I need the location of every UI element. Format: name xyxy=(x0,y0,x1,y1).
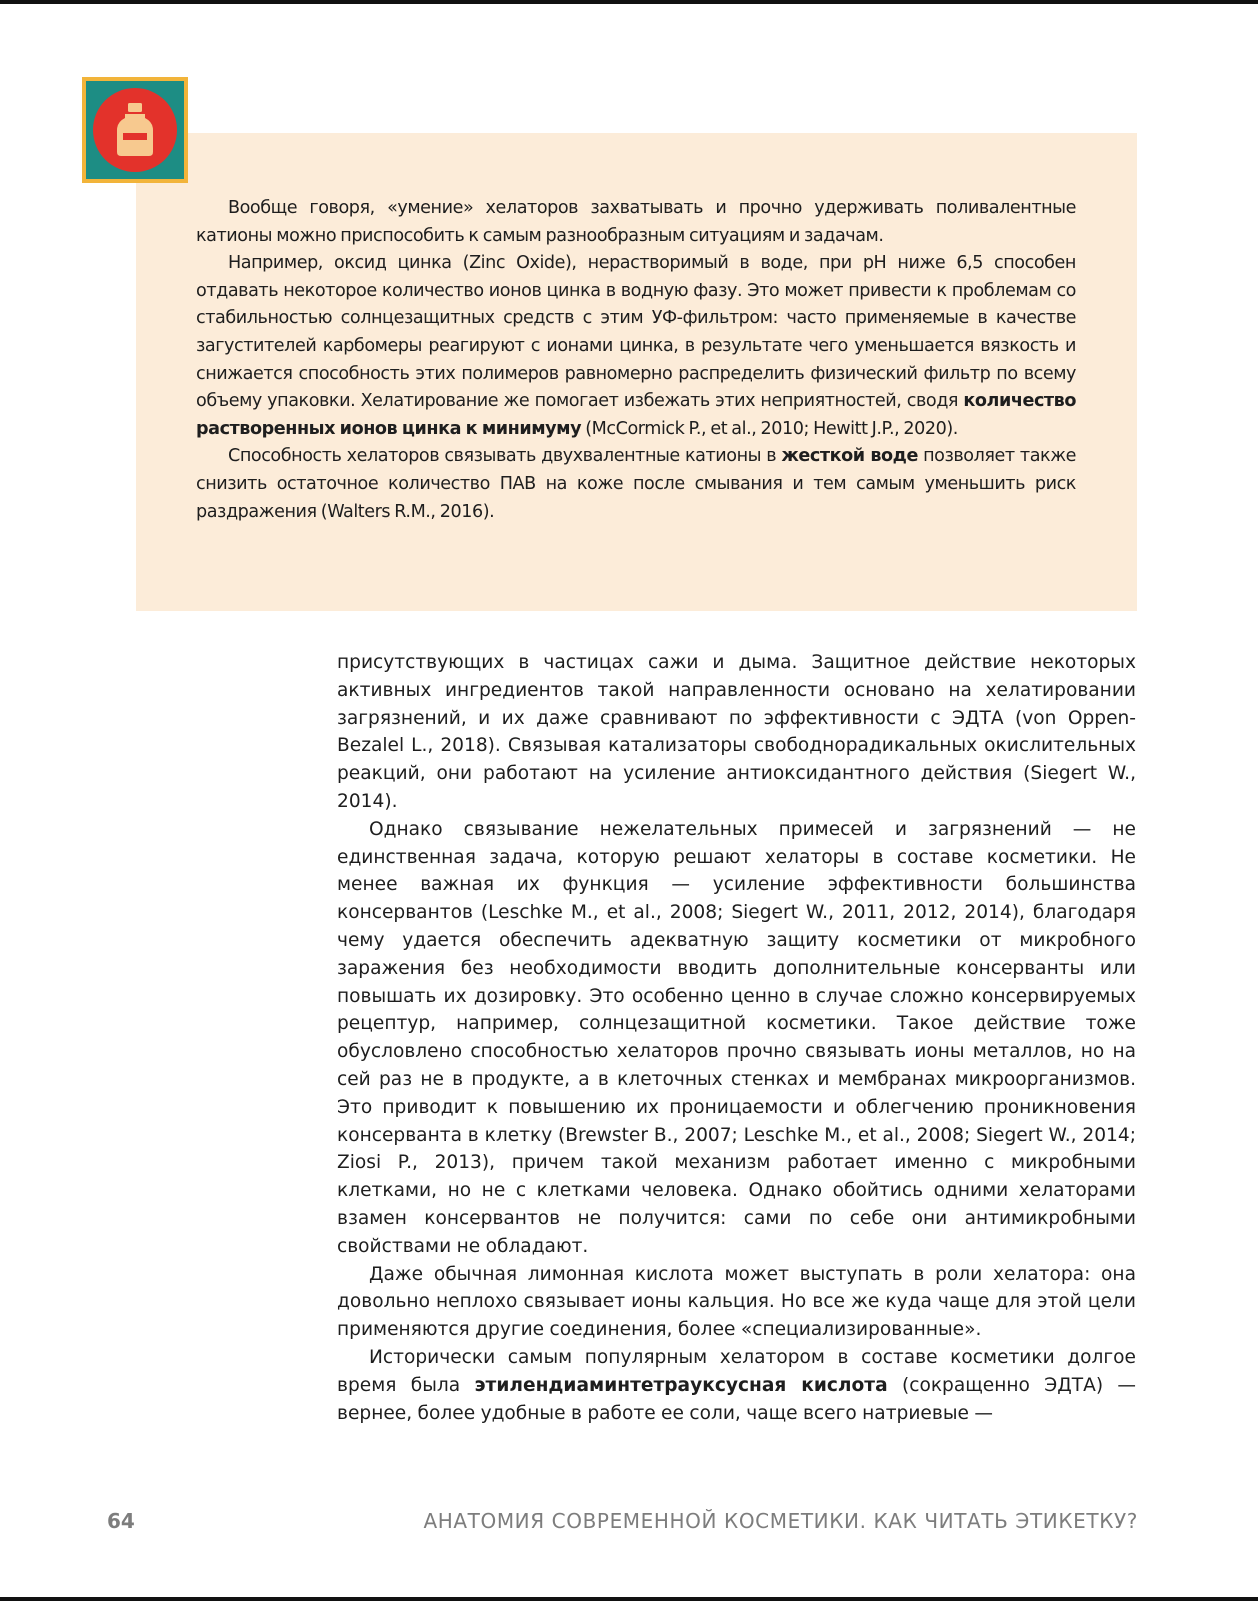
sidebar-p2-text: Например, оксид цинка (Zinc Oxide), нерастворимый в воде, при pH ниже 6,5 способен отдавать некоторое количество ионов цинка в водную фазу. Это может привести к проблемам со стабильностью солнцезащитных средств с этим УФ-фильтром: часто применяемые в качестве загустителей карбомеры реагируют с ионами цинка, в результате чего уменьшается вязкость и снижается способность этих полимеров равномерно распределить физический фильтр по всему объему упаковки. Хелатирование же помогает избежать этих неприятностей, сводя xyxy=(196,253,1076,412)
sidebar-text xyxy=(196,195,1076,526)
main-p4-emphasis: этилендиаминтетрауксусная кислота xyxy=(474,1374,888,1396)
main-paragraph-3 xyxy=(337,1261,1136,1344)
main-p1-text: присутствующих в частицах сажи и дыма. Защитное действие некоторых активных ингредиентов такой направленности основано на хелатировании загрязнений, и их даже сравнивают по эффективности с ЭДТА (von Oppen-Bezalel L., 2018). Связывая катализаторы свободнорадикальных окислительных реакций, они работают на усиление антиоксидантного действия (Siegert W., 2014). xyxy=(337,652,1136,812)
main-paragraph-4 xyxy=(337,1344,1136,1427)
sidebar-p3-tail: позволяет также снизить остаточное количество ПАВ на коже после смывания и тем самым уменьшить риск раздражения (Walters R.M., 2016). xyxy=(196,446,1076,522)
sidebar-p1-text: Вообще говоря, «умение» хелаторов захватывать и прочно удерживать поливалентные катионы можно приспособить к самым разнообразным ситуациям и задачам. xyxy=(196,198,1076,246)
main-p4-text: Исторически самым популярным хелатором в составе косметики долгое время была xyxy=(337,1346,1136,1396)
page-number: 64 xyxy=(107,1509,135,1533)
sidebar-p3-emphasis: жесткой воде xyxy=(781,446,918,467)
sidebar-paragraph-3 xyxy=(196,443,1076,526)
main-p4-tail: (сокращенно ЭДТА) — вернее, более удобные в работе ее соли, чаще всего натриевые — xyxy=(337,1374,1137,1424)
bottle-icon xyxy=(82,77,188,183)
sidebar-paragraph-1 xyxy=(196,195,1076,250)
main-paragraph-1 xyxy=(337,649,1136,816)
bottom-border xyxy=(0,1597,1258,1601)
main-p3-text: Даже обычная лимонная кислота может выступать в роли хелатора: она довольно неплохо связывает ионы кальция. Но все же куда чаще для этой цели применяются другие соединения, более «специализированные». xyxy=(337,1263,1136,1341)
sidebar-p3-text: Способность хелаторов связывать двухвалентные катионы в xyxy=(228,446,782,467)
sidebar-p2-emphasis: количество растворенных ионов цинка к минимуму xyxy=(196,391,1076,439)
top-border xyxy=(0,0,1258,4)
sidebar-paragraph-2 xyxy=(196,250,1076,443)
running-title: АНАТОМИЯ СОВРЕМЕННОЙ КОСМЕТИКИ. КАК ЧИТАТЬ ЭТИКЕТКУ? xyxy=(423,1509,1138,1533)
main-p2-text: Однако связывание нежелательных примесей и загрязнений — не единственная задача, которую решают хелаторы в составе косметики. Не менее важная их функция — усиление эффективности большинства консервантов (Leschke M., et al., 2008; Siegert W., 2011, 2012, 2014), благодаря чему удается обеспечить адекватную защиту косметики от микробного заражения без необходимости вводить дополнительные консерванты или повышать их дозировку. Это особенно ценно в случае сложно консервируемых рецептур, например, солнцезащитной косметики. Такое действие тоже обусловлено способностью хелаторов прочно связывать ионы металлов, но на сей раз не в продукте, а в клеточных стенках и мембранах микроорганизмов. Это приводит к повышению их проницаемости и облегчению проникновения консерванта в клетку (Brewster B., 2007; Leschke M., et al., 2008; Siegert W., 2014; Ziosi P., 2013), причем такой механизм работает именно с микробными клетками, но не с клетками человека. Однако обойтись одними хелаторами взамен консервантов не получится: сами по себе они антимикробными свойствами не обладают. xyxy=(337,818,1136,1257)
sidebar-box xyxy=(136,133,1137,611)
main-paragraph-2 xyxy=(337,816,1136,1261)
sidebar-p2-citation: (McCormick P., et al., 2010; Hewitt J.P., 2020). xyxy=(581,418,958,439)
main-text xyxy=(337,649,1136,1427)
